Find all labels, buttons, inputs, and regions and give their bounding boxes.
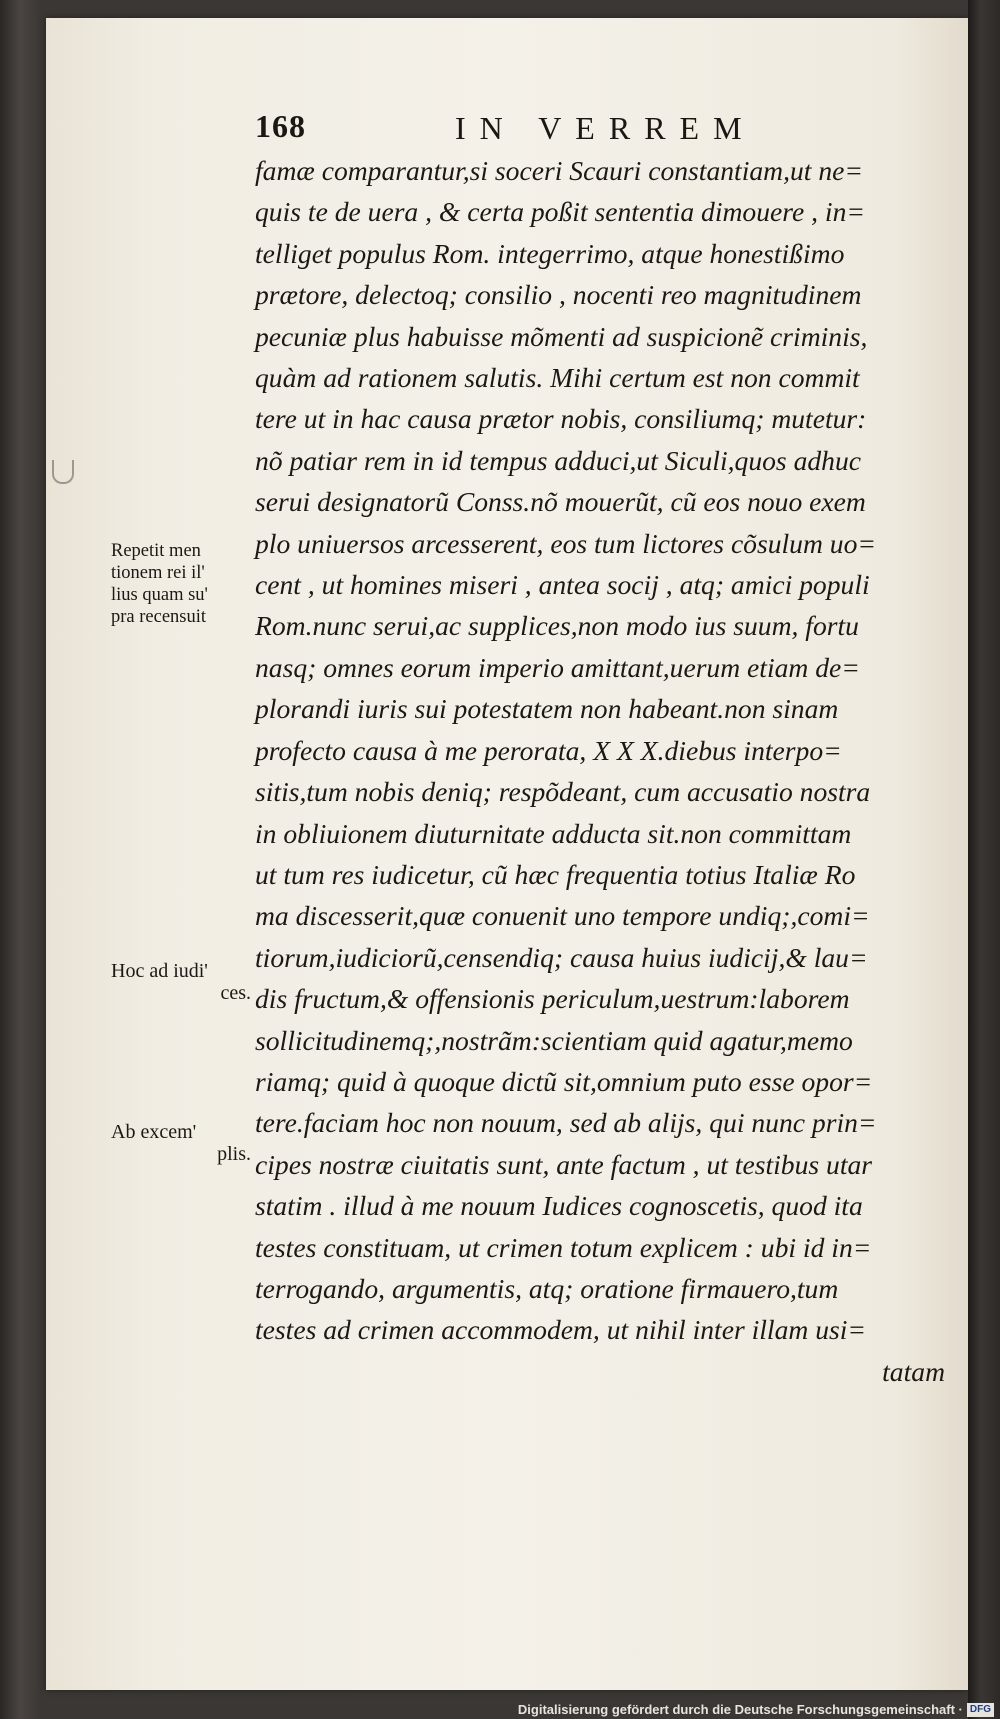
marginal-line: Ab excem' (111, 1121, 197, 1143)
marginal-line: plis. (217, 1143, 251, 1165)
dfg-logo: DFG (967, 1703, 994, 1717)
text-line: statim . illud à me nouum Iudices cognoscetis, quod ita (255, 1190, 863, 1222)
text-line: ut tum res iudicetur, cũ hæc frequentia totius Italiæ Ro (255, 858, 856, 890)
text-line: tiorum,iudiciorũ,censendiq; causa huius iudicij,& lau= (255, 941, 868, 973)
text-line: testes ad crimen accommodem, ut nihil inter illam usi= (255, 1314, 867, 1346)
text-line: Rom.nunc serui,ac supplices,non modo ius suum, fortu (255, 610, 859, 642)
marginal-line: Hoc ad iudi' (111, 960, 208, 982)
text-line: tere.faciam hoc non nouum, sed ab alijs, qui nunc prin= (255, 1107, 877, 1139)
text-line: famæ comparantur,si soceri Scauri constantiam,ut ne= (255, 155, 864, 186)
page-number: 168 (255, 108, 306, 144)
marginal-line: lius quam su' (111, 585, 208, 605)
text-line: plo uniuersos arcesserent, eos tum lictores cõsulum uo= (255, 527, 877, 559)
marginal-line: ces. (220, 982, 251, 1004)
text-line: sollicitudinemq;,nostrãm:scientiam quid agatur,memo (255, 1024, 853, 1056)
text-line: ma discesserit,quæ conuenit uno tempore undiq;,comi= (255, 900, 870, 932)
text-line: nasq; omnes eorum imperio amittant,uerum etiam de= (255, 651, 860, 683)
page-header (255, 108, 855, 154)
text-line: sitis,tum nobis deniq; respõdeant, cum accusatio nostra (255, 776, 871, 808)
text-line: cipes nostræ ciuitatis sunt, ante factum , ut testibus utar (255, 1148, 873, 1180)
text-line: quàm ad rationem salutis. Mihi certum est non commit (255, 362, 860, 394)
text-line: tere ut in hac causa prætor nobis, consiliumq; mutetur: (255, 403, 867, 435)
text-line: dis fructum,& offensionis periculum,uestrum:laborem (255, 983, 850, 1015)
text-line: tatam (882, 1355, 945, 1387)
marginal-note-3 (111, 1121, 251, 1165)
ink-mark (52, 460, 74, 484)
text-line: plorandi iuris sui potestatem non habeant.non sinam (255, 693, 839, 725)
marginal-note-2 (111, 960, 251, 1004)
text-line: terrogando, argumentis, atq; oratione firmauero,tum (255, 1272, 839, 1304)
text-line: profecto causa à me perorata, X X X.diebus interpo= (255, 734, 842, 766)
footer-text: Digitalisierung gefördert durch die Deutsche Forschungsgemeinschaft · (517, 1702, 963, 1717)
body-text (255, 150, 945, 1392)
footer-credit (518, 1702, 994, 1717)
text-line: prætore, delectoq; consilio , nocenti reo magnitudinem (255, 279, 862, 311)
marginal-line: tionem rei il' (111, 563, 205, 583)
text-line: nõ patiar rem in id tempus adduci,ut Siculi,quos adhuc (255, 444, 861, 476)
text-line: telliget populus Rom. integerrimo, atque honestißimo (255, 237, 845, 269)
marginal-line: pra recensuit (111, 607, 207, 627)
text-line: pecuniæ plus habuisse mõmenti ad suspicionẽ criminis, (255, 320, 868, 352)
marginal-note-1 (111, 540, 251, 628)
text-line: riamq; quid à quoque dictũ sit,omnium puto esse opor= (255, 1065, 873, 1097)
text-line: serui designatorũ Conss.nõ mouerũt, cũ eos nouo exem (255, 486, 866, 518)
text-line: quis te de uera , & certa poßit sententia dimouere , in= (255, 196, 865, 228)
text-line: in obliuionem diuturnitate adducta sit.non committam (255, 817, 852, 849)
text-line: testes constituam, ut crimen totum explicem : ubi id in= (255, 1231, 872, 1263)
book-edge (968, 0, 1000, 1719)
running-title: IN VERREM (455, 110, 756, 146)
marginal-line: Repetit men (111, 541, 201, 561)
text-line: cent , ut homines miseri , antea socij , atq; amici populi (255, 569, 870, 601)
